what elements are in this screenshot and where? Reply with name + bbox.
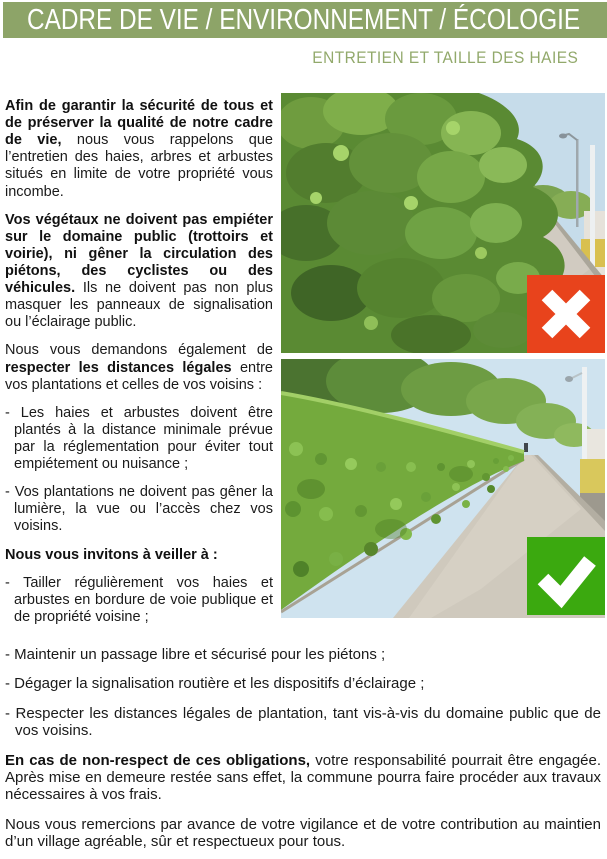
bullet-lumiere-vue: - Vos plantations ne doivent pas gêner la lumière, la vue ou l’accès chez vos voisins. xyxy=(5,484,273,535)
sanction-paragraph xyxy=(5,752,601,804)
intro-rest: nous vous rappelons que l’entretien des haies, arbres et arbustes situés en limite de votre propriété vous incombe. xyxy=(5,132,273,200)
photo-trimmed-hedge xyxy=(281,359,605,618)
forbidden-badge xyxy=(527,275,605,353)
cross-badge xyxy=(527,275,605,353)
subtitle-row xyxy=(0,48,607,68)
bullet-passage-libre: - Maintenir un passage libre et sécurisé pour les piétons ; xyxy=(5,645,386,663)
check-badge-bg xyxy=(527,537,605,615)
section-subtitle: ENTRETIEN ET TAILLE DES HAIES xyxy=(312,48,578,67)
sanction-rest: votre responsabilité pourrait être engagée. Après mise en demeure restée sans effet, la commune pourra faire procéder aux travaux nécessaires à vos frais. xyxy=(5,751,602,804)
bullet-degager-signalisation: - Dégager la signalisation routière et les dispositifs d’éclairage ; xyxy=(5,675,425,693)
public-domain-rest: Ils ne doivent pas non plus masquer les panneaux de signalisation ou l’éclairage public. xyxy=(5,280,273,331)
content-columns xyxy=(0,93,607,637)
photo-column xyxy=(281,93,605,637)
bullet-distance-minimale: - Les haies et arbustes doivent être plantés à la distance minimale prévue par la réglementation pour éviter tout empiétement ou nuisance ; xyxy=(5,404,273,473)
thanks-paragraph: Nous vous remercions par avance de votre vigilance et de votre contribution au maintien d’un village agréable, sûr et respectueux pour tous. xyxy=(5,815,601,851)
header-bar xyxy=(3,2,607,38)
distances-paragraph: Nous vous demandons également de respecter les distances légales entre vos plantations et celles de vos voisins : xyxy=(5,342,273,393)
full-width-section xyxy=(0,637,607,851)
public-domain-paragraph xyxy=(5,212,273,332)
page-title: CADRE DE VIE / ENVIRONNEMENT / ÉCOLOGIE xyxy=(27,3,581,36)
sanction-bold: En cas de non-respect de ces obligations, xyxy=(5,751,311,769)
bullet-respecter-distances: - Respecter les distances légales de plantation, tant vis-à-vis du domaine public que de vos voisins. xyxy=(5,704,601,740)
intro-paragraph xyxy=(5,98,273,201)
check-badge xyxy=(527,537,605,615)
public-domain-bold: Vos végétaux ne doivent pas empiéter sur le domaine public (trottoirs et voirie), ni gêner la circulation des piétons, des cyclistes ou des véhicules. xyxy=(5,211,273,297)
text-column xyxy=(5,93,277,637)
photo-overgrown-hedge xyxy=(281,93,605,353)
invite-heading: Nous vous invitons à veiller à : xyxy=(5,546,218,563)
intro-bold: Afin de garantir la sécurité de tous et de préserver la qualité de notre cadre de vie, xyxy=(5,98,273,149)
allowed-badge xyxy=(527,537,605,615)
bullet-tailler: - Tailler régulièrement vos haies et arbustes en bordure de voie publique et de propriété voisine ; xyxy=(5,574,273,625)
distances-bold: respecter les distances légales xyxy=(5,359,232,376)
